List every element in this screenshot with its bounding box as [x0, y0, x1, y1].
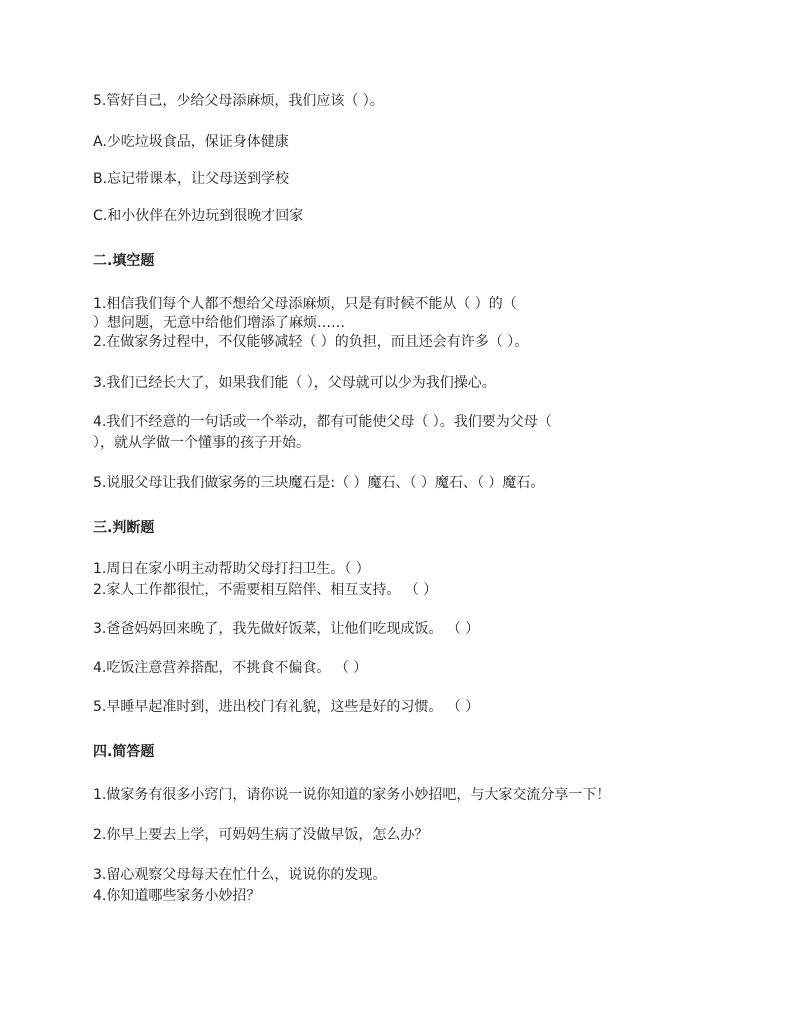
judge-item-5: 5.早睡早起准时到，进出校门有礼貌，这些是好的习惯。 （ ）: [93, 699, 480, 715]
fill-question-1-line-1: 1.相信我们每个人都不想给父母添麻烦，只是有时候不能从（ ）的（: [93, 296, 517, 312]
short-answer-4: 4.你知道哪些家务小妙招？: [93, 888, 261, 904]
judge-item-3: 3.爸爸妈妈回来晚了，我先做好饭菜，让他们吃现成饭。 （ ）: [93, 621, 480, 637]
option-a: A.少吃垃圾食品，保证身体健康: [93, 134, 289, 150]
section-title-true-false: 三.判断题: [93, 520, 155, 536]
fill-question-4-line-1: 4.我们不经意的一句话或一个举动，都有可能使父母（ ）。我们要为父母（: [93, 414, 552, 430]
judge-item-4: 4.吃饭注意营养搭配，不挑食不偏食。 （ ）: [93, 660, 368, 676]
judge-item-2: 2.家人工作都很忙，不需要相互陪伴、相互支持。 （ ）: [93, 582, 438, 598]
section-title-short-answer: 四.简答题: [93, 744, 155, 760]
question-5: 5.管好自己，少给父母添麻烦，我们应该（ ）。: [93, 93, 384, 109]
fill-question-2: 2.在做家务过程中，不仅能够减轻（ ）的负担，而且还会有许多（ ）。: [93, 334, 529, 350]
short-answer-3: 3.留心观察父母每天在忙什么，说说你的发现。: [93, 867, 387, 883]
section-title-fill-in: 二.填空题: [93, 253, 155, 269]
fill-question-4-line-2: ），就从学做一个懂事的孩子开始。: [93, 435, 310, 451]
fill-question-5: 5.说服父母让我们做家务的三块魔石是:（ ）魔石、（ ）魔石、（ ）魔石。: [93, 475, 545, 491]
option-c: C.和小伙伴在外边玩到很晚才回家: [93, 208, 304, 224]
short-answer-1: 1.做家务有很多小窍门，请你说一说你知道的家务小妙招吧，与大家交流分享一下！: [93, 787, 611, 803]
short-answer-2: 2.你早上要去上学，可妈妈生病了没做早饭，怎么办？: [93, 827, 429, 843]
judge-item-1: 1.周日在家小明主动帮助父母打扫卫生。（ ）: [93, 561, 370, 577]
fill-question-3: 3.我们已经长大了，如果我们能（ ），父母就可以少为我们操心。: [93, 375, 496, 391]
option-b: B.忘记带课本，让父母送到学校: [93, 171, 290, 187]
fill-question-1-line-2: ）想问题，无意中给他们增添了麻烦……: [93, 315, 345, 331]
